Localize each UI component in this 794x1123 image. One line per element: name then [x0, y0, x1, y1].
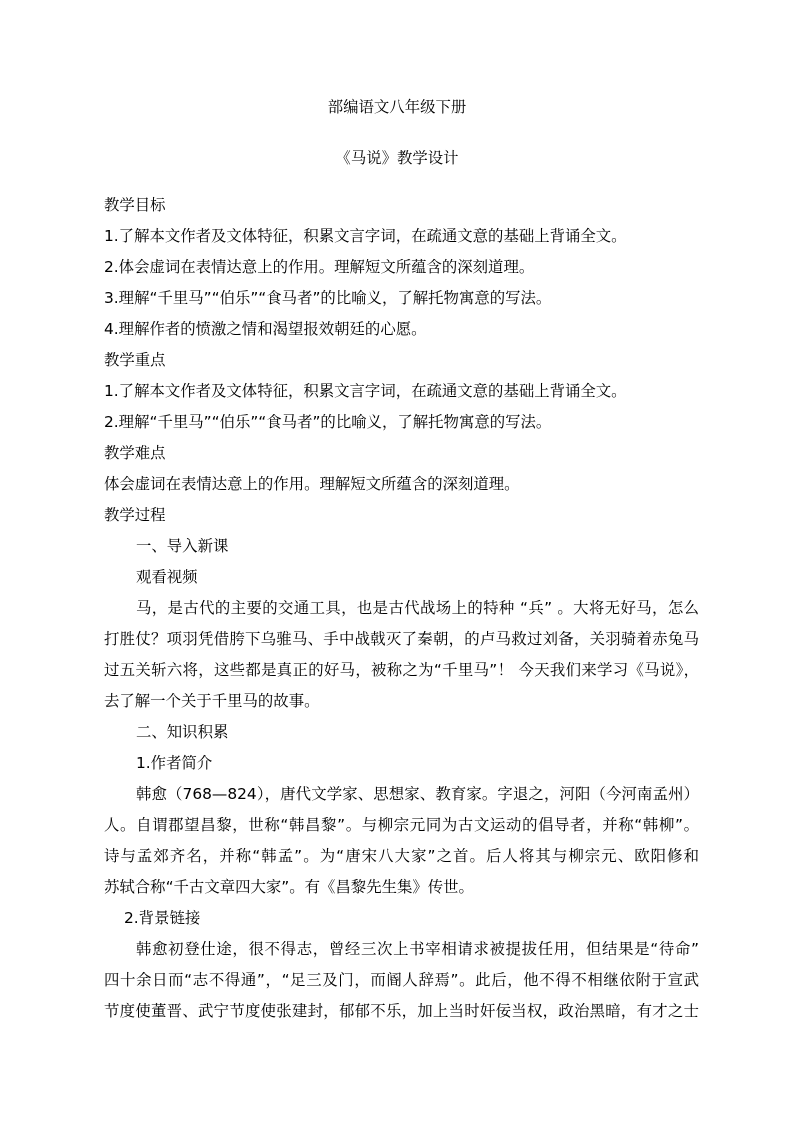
section-heading: 教学重点 [104, 351, 166, 369]
text-line: 苏轼合称“千古文章四大家”。有《昌黎先生集》传世。 [104, 878, 474, 896]
text-line: 韩愈（768—824），唐代文学家、思想家、教育家。字退之，河阳（今河南孟州） [136, 785, 699, 803]
text-line: 马，是古代的主要的交通工具，也是古代战场上的特种 “兵” 。大将无好马，怎么 [136, 599, 699, 617]
section-heading: 教学过程 [104, 506, 166, 524]
text-line: 2.体会虚词在表情达意上的作用。理解短文所蕴含的深刻道理。 [104, 258, 535, 276]
text-line: 3.理解“千里马”“伯乐”“食马者”的比喻义，了解托物寓意的写法。 [104, 289, 552, 307]
text-line: 四十余日而“志不得通”，“足三及门，而阍人辞焉”。此后，他不得不相继依附于宣武 [104, 971, 699, 989]
text-line: 过五关斩六将，这些都是真正的好马，被称之为“千里马”！ 今天我们来学习《马说》， [104, 661, 699, 679]
text-line: 韩愈初登仕途，很不得志，曾经三次上书宰相请求被提拔任用，但结果是“待命” [136, 940, 699, 958]
text-line: 1.了解本文作者及文体特征，积累文言字词，在疏通文意的基础上背诵全文。 [104, 382, 627, 400]
text-line: 打胜仗？项羽凭借胯下乌骓马、手中战戟灭了秦朝，的卢马救过刘备，关羽骑着赤兔马 [104, 630, 699, 648]
text-line: 一、导入新课 [136, 537, 229, 555]
document-body [104, 190, 699, 1027]
text-line: 1.了解本文作者及文体特征，积累文言字词，在疏通文意的基础上背诵全文。 [104, 227, 627, 245]
section-heading: 教学难点 [104, 444, 166, 462]
text-line: 2.理解“千里马”“伯乐”“食马者”的比喻义，了解托物寓意的写法。 [104, 413, 552, 431]
document-title: 《马说》教学设计 [335, 149, 459, 167]
text-line: 二、知识积累 [136, 723, 229, 741]
text-line: 观看视频 [136, 568, 198, 586]
text-line: 体会虚词在表情达意上的作用。理解短文所蕴含的深刻道理。 [104, 475, 520, 493]
text-line: 去了解一个关于千里马的故事。 [104, 692, 320, 710]
section-heading: 教学目标 [104, 196, 166, 214]
text-line: 1.作者简介 [136, 754, 213, 772]
text-line: 节度使董晋、武宁节度使张建封，郁郁不乐，加上当时奸佞当权，政治黑暗，有才之士 [104, 1002, 699, 1020]
text-line: 诗与孟郊齐名，并称“韩孟”。为“唐宋八大家”之首。后人将其与柳宗元、欧阳修和 [104, 847, 699, 865]
text-line: 人。自谓郡望昌黎，世称“韩昌黎”。与柳宗元同为古文运动的倡导者，并称“韩柳”。 [104, 816, 699, 834]
document-subtitle: 部编语文八年级下册 [327, 98, 467, 116]
text-line: 2.背景链接 [124, 909, 201, 927]
text-line: 4.理解作者的愤激之情和渴望报效朝廷的心愿。 [104, 320, 427, 338]
